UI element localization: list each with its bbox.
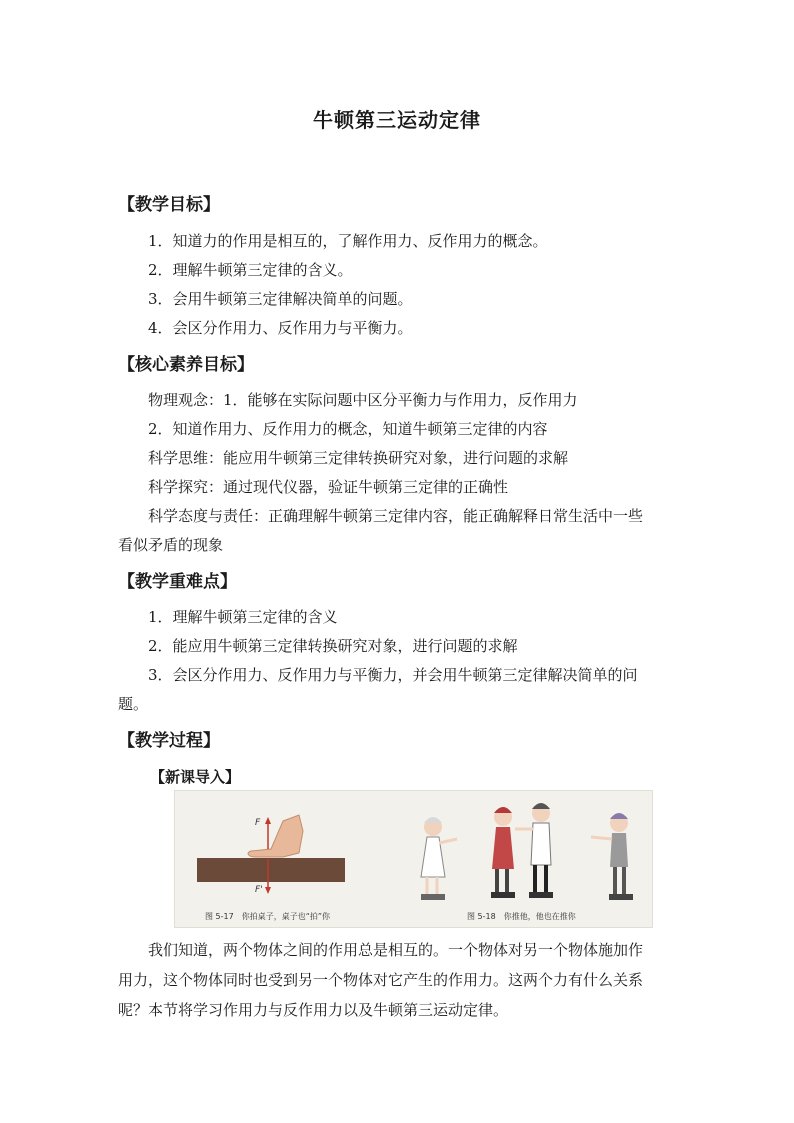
force-label-bottom: F' bbox=[255, 885, 263, 895]
figure-caption-left: 图 5-17 你拍桌子，桌子也“拍”你 bbox=[205, 912, 330, 921]
figure-illustration bbox=[175, 791, 652, 927]
core-item-2: 2．知道作用力、反作用力的概念，知道牛顿第三定律的内容 bbox=[148, 420, 548, 438]
keypoint-item-1: 1．理解牛顿第三定律的含义 bbox=[148, 608, 338, 626]
skaters-illustration bbox=[421, 803, 633, 900]
page-title: 牛顿第三运动定律 bbox=[313, 108, 481, 132]
core-item-5: 科学态度与责任：正确理解牛顿第三定律内容，能正确解释日常生活中一些 bbox=[148, 507, 644, 525]
keypoint-item-3-cont: 题。 bbox=[118, 695, 149, 713]
table-slap-illustration bbox=[197, 815, 345, 894]
table-top bbox=[197, 858, 345, 882]
intro-line-2: 用力，这个物体同时也受到另一个物体对它产生的作用力。这两个力有什么关系 bbox=[118, 971, 644, 989]
figure-caption-right: 图 5-18 你推他，他也在推你 bbox=[467, 912, 576, 921]
section-heading-keypoints: 【教学重难点】 bbox=[118, 572, 237, 592]
core-item-4: 科学探究：通过现代仪器，验证牛顿第三定律的正确性 bbox=[148, 478, 509, 496]
intro-line-1: 我们知道，两个物体之间的作用总是相互的。一个物体对另一个物体施加作 bbox=[148, 941, 644, 959]
intro-line-3: 呢？本节将学习作用力与反作用力以及牛顿第三运动定律。 bbox=[118, 1001, 509, 1019]
textbook-figure bbox=[174, 790, 653, 928]
section-heading-goals: 【教学目标】 bbox=[118, 195, 220, 215]
goal-item-1: 1．知道力的作用是相互的，了解作用力、反作用力的概念。 bbox=[148, 232, 548, 250]
subheading-intro: 【新课导入】 bbox=[150, 768, 241, 786]
section-heading-process: 【教学过程】 bbox=[118, 731, 220, 751]
core-item-5-cont: 看似矛盾的现象 bbox=[118, 536, 224, 554]
goal-item-3: 3．会用牛顿第三定律解决简单的问题。 bbox=[148, 290, 413, 308]
section-heading-core: 【核心素养目标】 bbox=[118, 355, 254, 375]
force-label-top: F bbox=[255, 818, 261, 828]
goal-item-2: 2．理解牛顿第三定律的含义。 bbox=[148, 261, 353, 279]
goal-item-4: 4．会区分作用力、反作用力与平衡力。 bbox=[148, 319, 413, 337]
keypoint-item-2: 2．能应用牛顿第三定律转换研究对象，进行问题的求解 bbox=[148, 637, 518, 655]
keypoint-item-3: 3．会区分作用力、反作用力与平衡力，并会用牛顿第三定律解决简单的问 bbox=[148, 666, 638, 684]
core-item-3: 科学思维：能应用牛顿第三定律转换研究对象，进行问题的求解 bbox=[148, 449, 569, 467]
core-item-1: 物理观念：1．能够在实际问题中区分平衡力与作用力，反作用力 bbox=[148, 391, 578, 409]
